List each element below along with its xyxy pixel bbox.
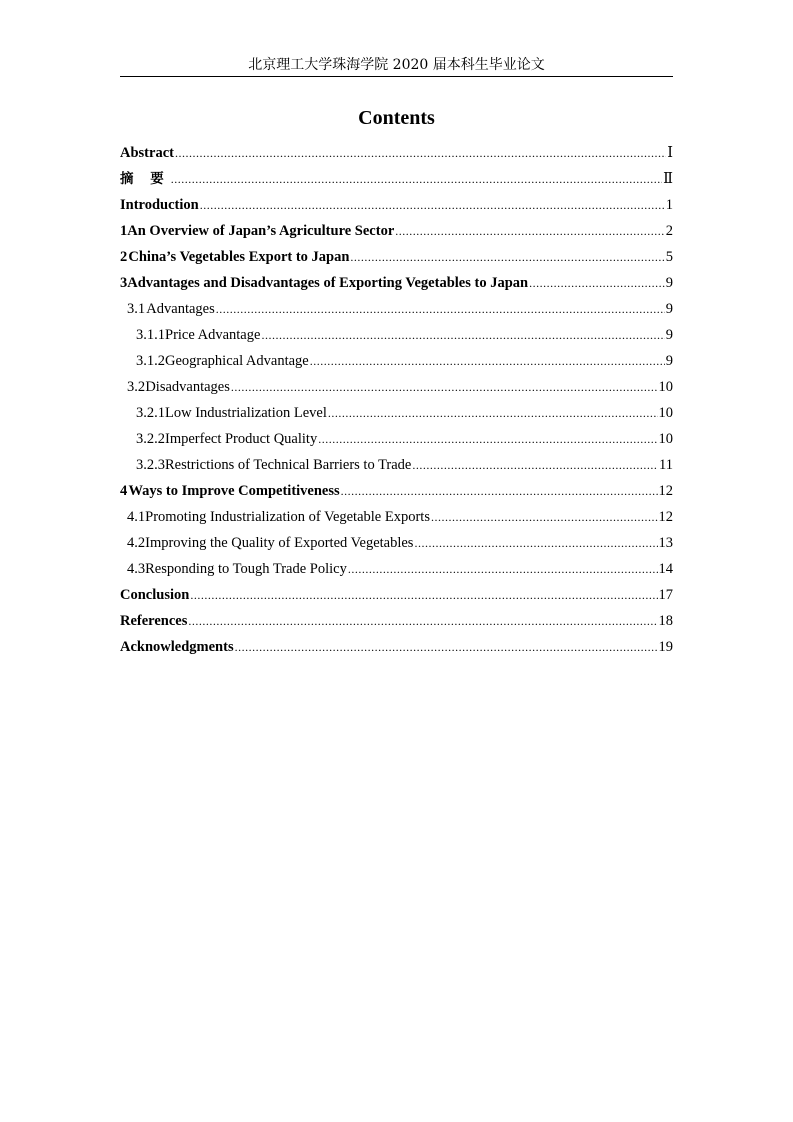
toc-entry-number: 2: [120, 249, 128, 265]
toc-entry-label: Geographical Advantage: [165, 353, 309, 369]
toc-entry-chapter-4[interactable]: [120, 478, 673, 504]
dot-leader: [412, 452, 658, 478]
dot-leader: [216, 296, 665, 322]
toc-entry-references[interactable]: [120, 608, 673, 634]
dot-leader: [171, 166, 662, 192]
toc-entry-acknowledgments[interactable]: [120, 634, 673, 660]
toc-entry-section-3-1[interactable]: [120, 296, 673, 322]
table-of-contents: [120, 140, 673, 660]
page-header: 北京理工大学珠海学院 2020 届本科生毕业论文: [248, 57, 545, 73]
toc-entry-label: Disadvantages: [145, 379, 230, 395]
toc-entry-page: 10: [658, 405, 673, 421]
dot-leader: [318, 426, 657, 452]
toc-entry-label: Advantages: [146, 301, 215, 317]
dot-leader: [235, 634, 658, 660]
toc-entry-section-4-3[interactable]: [120, 556, 673, 582]
toc-entry-page: 11: [659, 457, 673, 473]
toc-entry-number: 4.2: [127, 535, 146, 551]
dot-leader: [188, 608, 657, 634]
toc-entry-label: 摘 要: [120, 171, 170, 187]
toc-entry-page: 17: [658, 587, 673, 603]
toc-entry-page: 1: [665, 197, 673, 213]
toc-entry-section-3-2-2[interactable]: [120, 426, 673, 452]
toc-entry-page: 13: [658, 535, 673, 551]
toc-entry-section-3-2-3[interactable]: [120, 452, 673, 478]
dot-leader: [348, 556, 658, 582]
toc-entry-section-3-1-2[interactable]: [120, 348, 673, 374]
toc-entry-page: 9: [665, 301, 673, 317]
toc-entry-label: Abstract: [120, 145, 174, 161]
toc-entry-label: Advantages and Disadvantages of Exporting Vegetables to Japan: [127, 275, 529, 291]
toc-entry-abstract[interactable]: [120, 140, 673, 166]
toc-entry-section-3-2[interactable]: [120, 374, 673, 400]
toc-entry-conclusion[interactable]: [120, 582, 673, 608]
toc-entry-chapter-3[interactable]: [120, 270, 673, 296]
toc-entry-page: 9: [665, 275, 673, 291]
toc-entry-page: 19: [658, 639, 673, 655]
toc-entry-section-3-1-1[interactable]: [120, 322, 673, 348]
toc-entry-section-4-1[interactable]: [120, 504, 673, 530]
toc-entry-chinese-abstract[interactable]: [120, 166, 673, 192]
toc-entry-label: Improving the Quality of Exported Vegetables: [145, 535, 414, 551]
dot-leader: [350, 244, 664, 270]
dot-leader: [395, 218, 664, 244]
dot-leader: [261, 322, 664, 348]
toc-entry-label: Ways to Improve Competitiveness: [128, 483, 340, 499]
toc-entry-label: Restrictions of Technical Barriers to Trade: [165, 457, 412, 473]
dot-leader: [231, 374, 658, 400]
toc-entry-number: 4.1: [127, 509, 146, 525]
toc-entry-label: Promoting Industrialization of Vegetable Exports: [145, 509, 430, 525]
dot-leader: [431, 504, 658, 530]
page-title: Contents: [358, 107, 435, 129]
toc-entry-label: Price Advantage: [165, 327, 261, 343]
toc-entry-number: 3: [120, 275, 128, 291]
dot-leader: [310, 348, 665, 374]
toc-entry-page: 10: [658, 431, 673, 447]
toc-entry-number: 4.3: [127, 561, 146, 577]
toc-entry-introduction[interactable]: [120, 192, 673, 218]
toc-entry-page: 14: [658, 561, 673, 577]
toc-entry-page: 12: [658, 483, 673, 499]
toc-entry-page: Ⅰ: [667, 145, 673, 161]
toc-entry-number: 3.2.2: [136, 431, 165, 447]
toc-entry-label: Imperfect Product Quality: [165, 431, 318, 447]
dot-leader: [175, 140, 666, 166]
toc-entry-number: 3.1.2: [136, 353, 165, 369]
toc-entry-page: Ⅱ: [663, 171, 673, 187]
toc-entry-page: 9: [665, 327, 673, 343]
toc-entry-label: China’s Vegetables Export to Japan: [128, 249, 350, 265]
toc-entry-label: References: [120, 613, 188, 629]
toc-entry-number: 4: [120, 483, 128, 499]
dot-leader: [341, 478, 658, 504]
toc-entry-page: 5: [665, 249, 673, 265]
toc-entry-chapter-1[interactable]: [120, 218, 673, 244]
toc-entry-page: 2: [665, 223, 673, 239]
toc-entry-label: Conclusion: [120, 587, 190, 603]
toc-entry-number: 3.1: [127, 301, 146, 317]
toc-entry-number: 3.1.1: [136, 327, 165, 343]
dot-leader: [200, 192, 665, 218]
toc-entry-number: 3.2.3: [136, 457, 165, 473]
toc-entry-section-3-2-1[interactable]: [120, 400, 673, 426]
toc-entry-label: Low Industrialization Level: [165, 405, 327, 421]
toc-entry-page: 12: [658, 509, 673, 525]
toc-entry-number: 3.2: [127, 379, 146, 395]
toc-entry-label: Responding to Tough Trade Policy: [145, 561, 347, 577]
toc-entry-page: 9: [665, 353, 673, 369]
toc-entry-page: 18: [658, 613, 673, 629]
toc-entry-label: An Overview of Japan’s Agriculture Sector: [127, 223, 395, 239]
toc-entry-section-4-2[interactable]: [120, 530, 673, 556]
toc-entry-number: 3.2.1: [136, 405, 165, 421]
toc-entry-label: Introduction: [120, 197, 199, 213]
dot-leader: [529, 270, 665, 296]
toc-entry-number: 1: [120, 223, 128, 239]
dot-leader: [328, 400, 658, 426]
header-rule: [120, 76, 673, 77]
toc-entry-label: Acknowledgments: [120, 639, 234, 655]
dot-leader: [190, 582, 657, 608]
toc-entry-chapter-2[interactable]: [120, 244, 673, 270]
dot-leader: [414, 530, 657, 556]
toc-entry-page: 10: [658, 379, 673, 395]
